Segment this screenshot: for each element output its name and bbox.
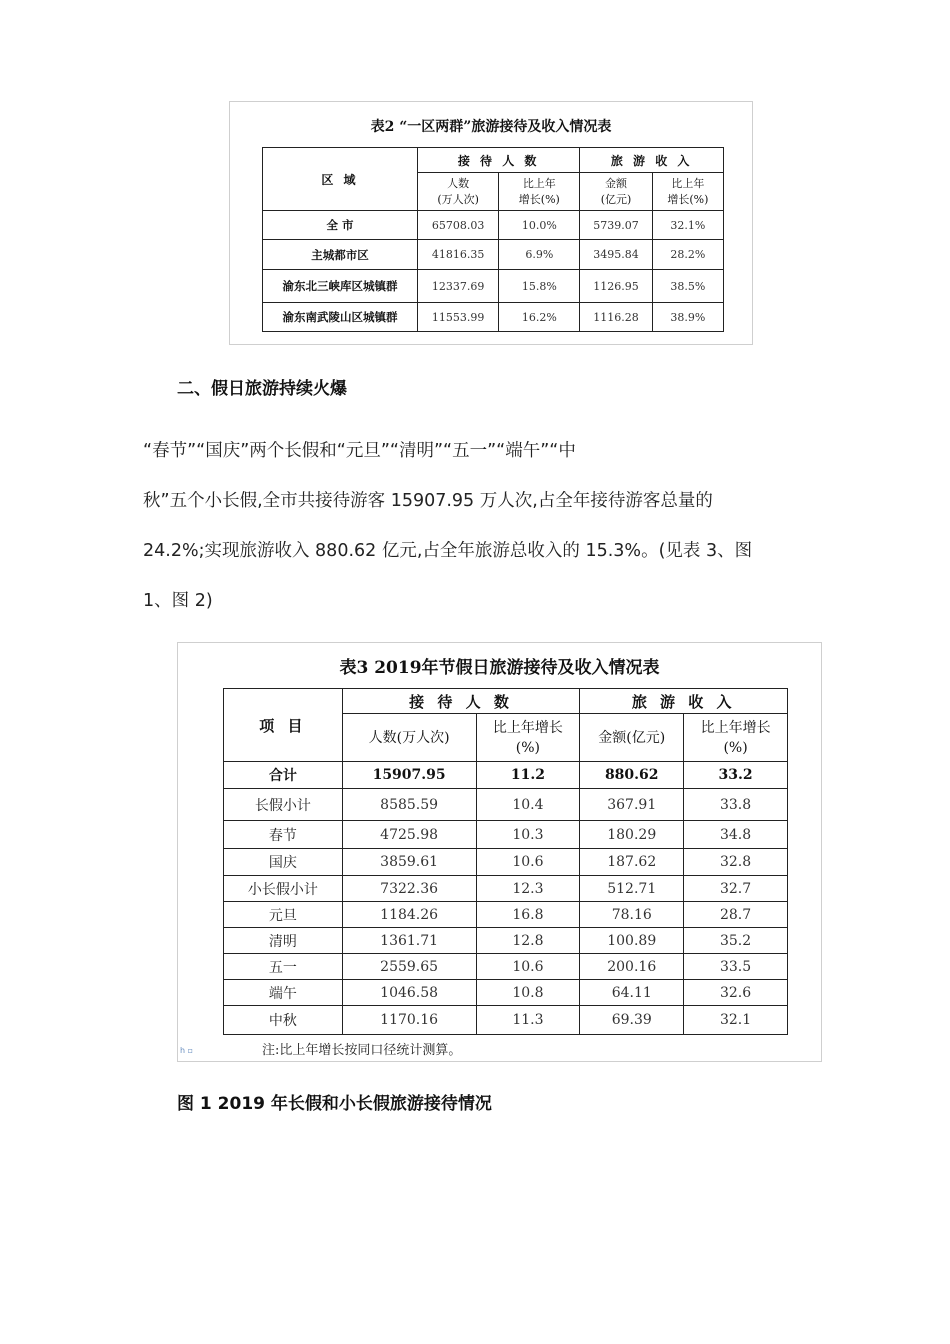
table2-header-people-line1: 人数 xyxy=(447,176,470,190)
table2-cell: 15.8% xyxy=(499,270,580,303)
table-row xyxy=(224,876,788,902)
table2-cell: 16.2% xyxy=(499,303,580,332)
table3-cell: 512.71 xyxy=(580,876,684,902)
table-row xyxy=(263,303,724,332)
table3-cell: 10.8 xyxy=(476,980,580,1006)
table2-cell: 5739.07 xyxy=(580,211,652,240)
table2-header-growth xyxy=(499,173,580,211)
table3-cell: 1184.26 xyxy=(342,902,476,928)
table-row xyxy=(263,211,724,240)
figure-caption: 图 1 2019 年长假和小长假旅游接待情况 xyxy=(177,1094,492,1114)
table3-cell: 16.8 xyxy=(476,902,580,928)
table-row xyxy=(224,954,788,980)
table-row xyxy=(224,1006,788,1035)
table3-header-item: 项 目 xyxy=(224,689,343,762)
table3-cell: 3859.61 xyxy=(342,849,476,876)
table3-cell: 清明 xyxy=(224,928,343,954)
table3-cell: 元旦 xyxy=(224,902,343,928)
table3-cell: 33.5 xyxy=(684,954,788,980)
table3-cell: 33.2 xyxy=(684,762,788,789)
table3-cell: 10.6 xyxy=(476,954,580,980)
table3-image xyxy=(177,642,822,1062)
table2-cell: 38.9% xyxy=(652,303,723,332)
table3-cell: 2559.65 xyxy=(342,954,476,980)
table3-note: 注:比上年增长按同口径统计测算。 xyxy=(262,1043,462,1058)
paragraph-line: “春节”“国庆”两个长假和“元旦”“清明”“五一”“端午”“中 xyxy=(143,441,576,461)
table2-header-growth-line1: 比上年 xyxy=(522,176,556,190)
table2-header-people-line2: (万人次) xyxy=(437,192,479,206)
table2-cell: 主城都市区 xyxy=(263,240,418,270)
table2-cell: 渝东北三峡库区城镇群 xyxy=(263,270,418,303)
section-heading: 二、假日旅游持续火爆 xyxy=(177,379,347,399)
table2-header-rgrowth xyxy=(652,173,723,211)
table2-header-amount-line1: 金额 xyxy=(605,176,628,190)
table3-cell: 国庆 xyxy=(224,849,343,876)
table-row xyxy=(263,270,724,303)
table3-header-rgrowth xyxy=(684,714,788,762)
table3-cell: 78.16 xyxy=(580,902,684,928)
table-row xyxy=(224,928,788,954)
table3-cell: 64.11 xyxy=(580,980,684,1006)
table2 xyxy=(262,147,724,332)
table3-cell: 10.4 xyxy=(476,789,580,821)
table2-cell: 1116.28 xyxy=(580,303,652,332)
table2-cell: 10.0% xyxy=(499,211,580,240)
paragraph-line: 1、图 2) xyxy=(143,591,213,611)
table3-cell: 中秋 xyxy=(224,1006,343,1035)
table3-cell: 12.3 xyxy=(476,876,580,902)
table-row xyxy=(224,762,788,789)
table3-cell: 28.7 xyxy=(684,902,788,928)
table3-cell: 880.62 xyxy=(580,762,684,789)
table3-cell: 1046.58 xyxy=(342,980,476,1006)
table3-header-growth-line2: (%) xyxy=(515,739,541,756)
table2-cell: 38.5% xyxy=(652,270,723,303)
table3-header-revenue: 旅 游 收 入 xyxy=(580,689,788,714)
table3-cell: 100.89 xyxy=(580,928,684,954)
table3-caption: 表3 2019年节假日旅游接待及收入情况表 xyxy=(339,658,660,678)
anchor-mark: h ▫ xyxy=(180,1046,194,1055)
table2-header-rgrowth-line2: 增长(%) xyxy=(667,192,709,206)
table3-cell: 1170.16 xyxy=(342,1006,476,1035)
table2-cell: 6.9% xyxy=(499,240,580,270)
table2-cell: 65708.03 xyxy=(417,211,498,240)
table3-cell: 4725.98 xyxy=(342,821,476,849)
table-row xyxy=(224,789,788,821)
table2-cell: 28.2% xyxy=(652,240,723,270)
table3 xyxy=(223,688,788,1035)
table3-cell: 34.8 xyxy=(684,821,788,849)
table-row xyxy=(224,849,788,876)
table3-cell: 春节 xyxy=(224,821,343,849)
table2-cell: 3495.84 xyxy=(580,240,652,270)
table3-cell: 五一 xyxy=(224,954,343,980)
table3-cell: 合计 xyxy=(224,762,343,789)
table2-header-rgrowth-line1: 比上年 xyxy=(671,176,705,190)
table3-cell: 32.6 xyxy=(684,980,788,1006)
table2-cell: 渝东南武陵山区城镇群 xyxy=(263,303,418,332)
table3-cell: 长假小计 xyxy=(224,789,343,821)
table2-header-people xyxy=(417,173,498,211)
table2-header-amount-line2: (亿元) xyxy=(600,192,632,206)
table2-cell: 全 市 xyxy=(263,211,418,240)
table2-cell: 11553.99 xyxy=(417,303,498,332)
table2-header-revenue: 旅 游 收 入 xyxy=(580,148,724,173)
table2-header-reception: 接 待 人 数 xyxy=(417,148,579,173)
table3-cell: 200.16 xyxy=(580,954,684,980)
table3-cell: 11.3 xyxy=(476,1006,580,1035)
table2-image xyxy=(229,101,753,345)
table2-header-amount xyxy=(580,173,652,211)
table3-cell: 32.7 xyxy=(684,876,788,902)
table2-header-region: 区 域 xyxy=(263,148,418,211)
table3-cell: 1361.71 xyxy=(342,928,476,954)
table3-cell: 7322.36 xyxy=(342,876,476,902)
table-row xyxy=(224,821,788,849)
table3-cell: 69.39 xyxy=(580,1006,684,1035)
table2-cell: 1126.95 xyxy=(580,270,652,303)
table3-header-rgrowth-line1: 比上年增长 xyxy=(700,719,771,736)
table3-cell: 8585.59 xyxy=(342,789,476,821)
table3-cell: 32.8 xyxy=(684,849,788,876)
table3-header-people: 人数(万人次) xyxy=(342,714,476,762)
table2-cell: 12337.69 xyxy=(417,270,498,303)
table2-cell: 41816.35 xyxy=(417,240,498,270)
table3-cell: 11.2 xyxy=(476,762,580,789)
table3-cell: 180.29 xyxy=(580,821,684,849)
table3-cell: 15907.95 xyxy=(342,762,476,789)
table2-cell: 32.1% xyxy=(652,211,723,240)
table3-cell: 端午 xyxy=(224,980,343,1006)
table2-header-growth-line2: 增长(%) xyxy=(518,192,560,206)
table3-cell: 32.1 xyxy=(684,1006,788,1035)
paragraph-line: 秋”五个小长假,全市共接待游客 15907.95 万人次,占全年接待游客总量的 xyxy=(143,491,713,511)
table-row xyxy=(263,240,724,270)
table3-cell: 35.2 xyxy=(684,928,788,954)
paragraph-line: 24.2%;实现旅游收入 880.62 亿元,占全年旅游总收入的 15.3%。(见表 3、图 xyxy=(143,541,753,561)
table3-cell: 33.8 xyxy=(684,789,788,821)
table3-cell: 187.62 xyxy=(580,849,684,876)
table3-cell: 12.8 xyxy=(476,928,580,954)
table3-cell: 367.91 xyxy=(580,789,684,821)
table3-cell: 10.3 xyxy=(476,821,580,849)
table3-header-growth-line1: 比上年增长 xyxy=(492,719,563,736)
table3-header-growth xyxy=(476,714,580,762)
table3-cell: 10.6 xyxy=(476,849,580,876)
table-row xyxy=(224,980,788,1006)
table2-caption: 表2 “一区两群”旅游接待及收入情况表 xyxy=(370,119,612,135)
table3-header-reception: 接 待 人 数 xyxy=(342,689,580,714)
table3-cell: 小长假小计 xyxy=(224,876,343,902)
table3-header-rgrowth-line2: (%) xyxy=(723,739,748,756)
table-row xyxy=(224,902,788,928)
table3-header-amount: 金额(亿元) xyxy=(580,714,684,762)
